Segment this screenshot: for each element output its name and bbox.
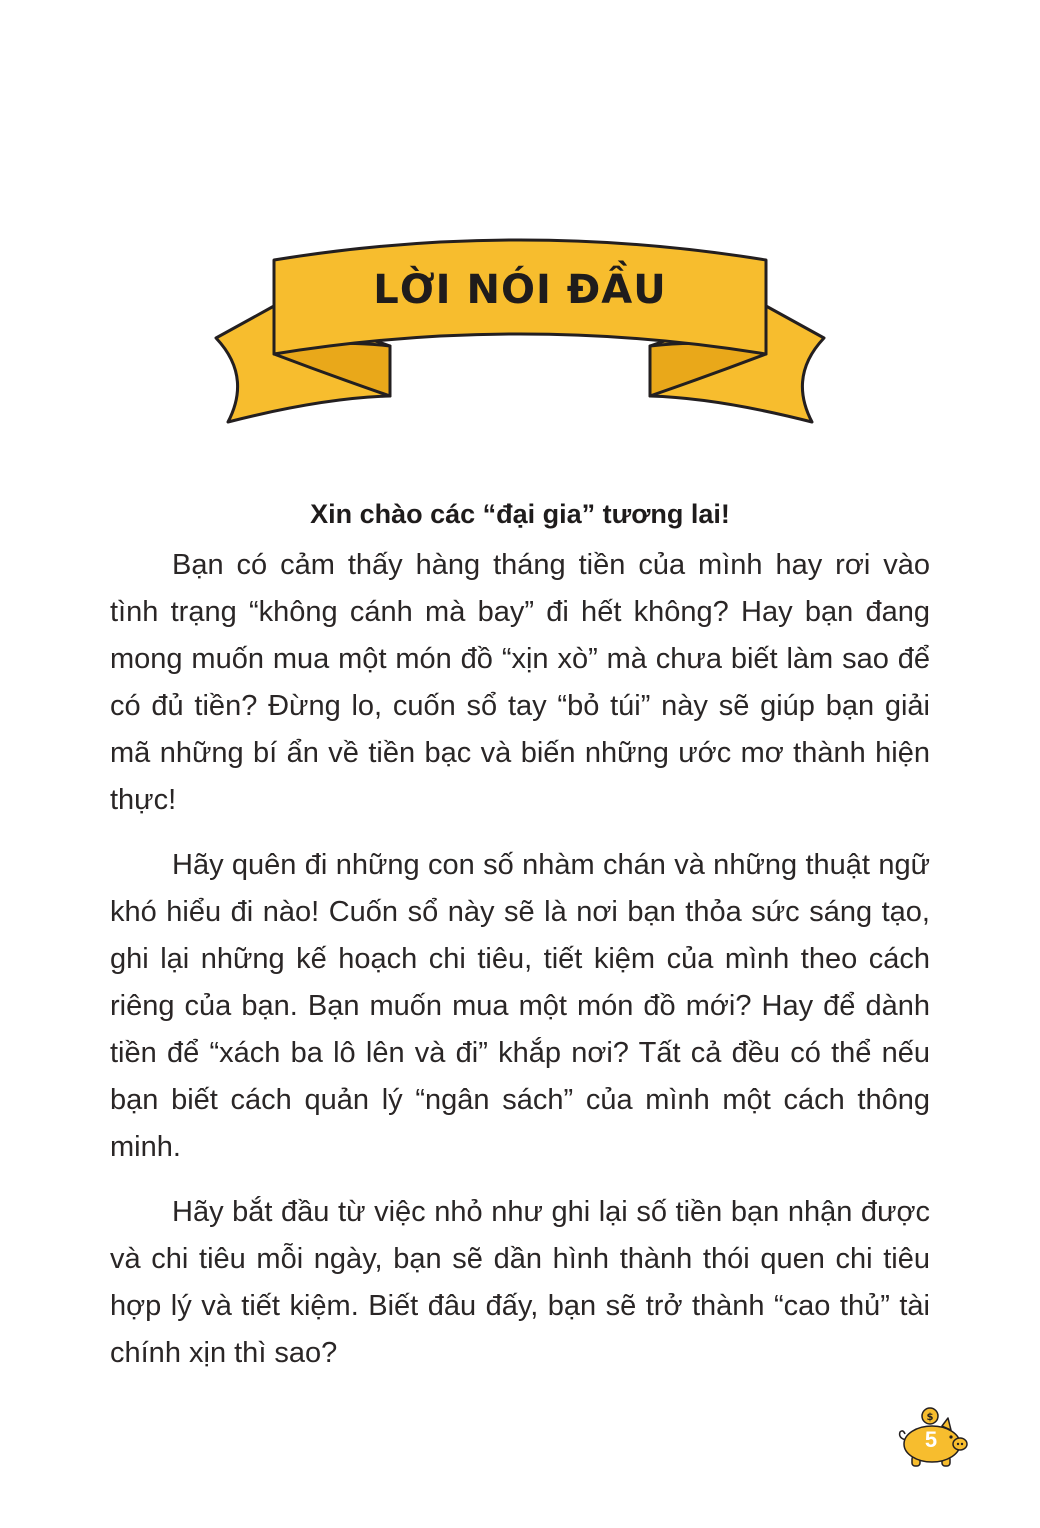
greeting-heading: Xin chào các “đại gia” tương lai! — [310, 499, 730, 529]
paragraph-1: Bạn có cảm thấy hàng tháng tiền của mình hay rơi vào tình trạng “không cánh mà bay” đi hết không? Hay bạn đang mong muốn mua một món đồ “xịn xò” mà chưa biết làm sao để có đủ tiền? Đừng lo, cuốn sổ tay “bỏ túi” này sẽ giúp bạn giải mã những bí ẩn về tiền bạc và biến những ước mơ thành hiện thực! — [110, 549, 930, 816]
svg-text:$: $ — [926, 1412, 934, 1423]
paragraph-3: Hãy bắt đầu từ việc nhỏ như ghi lại số tiền bạn nhận được và chi tiêu mỗi ngày, bạn sẽ dần hình thành thói quen chi tiêu hợp lý và tiết kiệm. Biết đâu đấy, bạn sẽ trở thành “cao thủ” tài chính xịn thì sao? — [110, 1196, 930, 1369]
title-banner — [212, 226, 828, 436]
page-number-badge — [896, 1404, 972, 1470]
coin-icon — [922, 1408, 938, 1424]
preface-body — [110, 492, 930, 1395]
page-title: LỜI NÓI ĐẦU — [373, 267, 667, 313]
ribbon-icon — [212, 226, 828, 436]
page-number: 5 — [924, 1427, 938, 1452]
paragraph-2: Hãy quên đi những con số nhàm chán và những thuật ngữ khó hiểu đi nào! Cuốn sổ này sẽ là nơi bạn thỏa sức sáng tạo, ghi lại những kế hoạch chi tiêu, tiết kiệm của mình theo cách riêng của bạn. Bạn muốn mua một món đồ mới? Hay để dành tiền để “xách ba lô lên và đi” khắp nơi? Tất cả đều có thể nếu bạn biết cách quản lý “ngân sách” của mình một cách thông minh. — [110, 849, 930, 1163]
